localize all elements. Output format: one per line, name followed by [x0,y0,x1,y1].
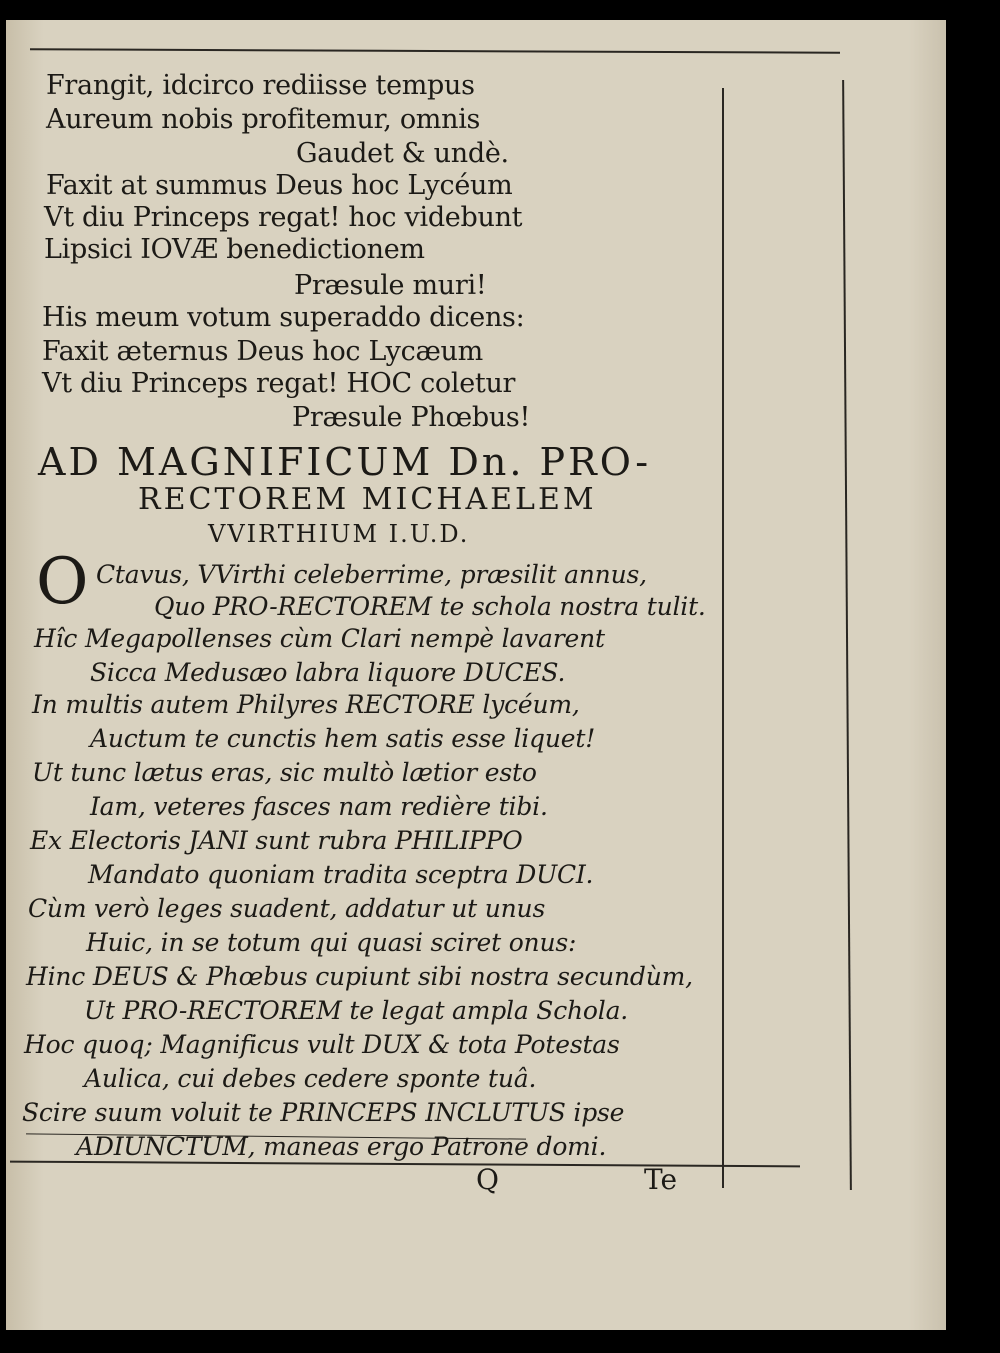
elegy-line: Ex Electoris JANI sunt rubra PHILIPPO [30,826,523,855]
poem-line: Faxit æternus Deus hoc Lycæum [42,336,483,367]
drop-capital: O [36,545,89,619]
poem-line: Præsule muri! [294,270,487,301]
outer-right-rule [842,80,852,1190]
elegy-line: Ut PRO-RECTOREM te legat ampla Schola. [84,996,629,1025]
elegy-line: Mandato quoniam tradita sceptra DUCI. [88,860,594,889]
poem-line: Lipsici IOVÆ benedictionem [44,234,425,265]
right-frame-rule [722,88,724,1188]
bottom-rule [10,1161,800,1168]
elegy-line: Huic, in se totum qui quasi sciret onus: [86,928,577,957]
poem-line: Præsule Phœbus! [292,402,531,433]
poem-line: His meum votum superaddo dicens: [42,302,525,333]
poem-line: Faxit at summus Deus hoc Lycéum [46,170,513,201]
elegy-line: Ctavus, VVirthi celeberrime, præsilit annus, [96,560,647,589]
elegy-line: ADIUNCTUM, maneas ergo Patrone domi. [76,1132,607,1161]
poem-line: Aureum nobis profitemur, omnis [46,104,481,135]
elegy-line: Sicca Medusæo labra liquore DUCES. [90,658,566,687]
elegy-line: Quo PRO-RECTOREM te schola nostra tulit. [154,592,706,621]
signature-mark: Q [476,1163,499,1196]
heading-line-1: AD MAGNIFICUM Dn. PRO- [38,440,652,484]
elegy-line: Ut tunc lætus eras, sic multò lætior esto [32,758,537,787]
poem-line: Gaudet & undè. [296,138,509,169]
elegy-line: Iam, veteres fasces nam redière tibi. [90,792,548,821]
book-page [6,20,946,1330]
elegy-line: Aulica, cui debes cedere sponte tuâ. [84,1064,537,1093]
heading-line-3: VVIRTHIUM I.U.D. [208,520,470,548]
elegy-line: In multis autem Philyres RECTORE lycéum, [32,690,580,719]
heading-line-2: RECTOREM MICHAELEM [138,482,597,517]
elegy-line: Hîc Megapollenses cùm Clari nempè lavarent [34,624,605,653]
elegy-line: Cùm verò leges suadent, addatur ut unus [28,894,546,923]
elegy-line: Hoc quoq; Magnificus vult DUX & tota Potestas [24,1030,620,1059]
elegy-line: Hinc DEUS & Phœbus cupiunt sibi nostra secundùm, [26,962,693,991]
poem-line: Frangit, idcirco rediisse tempus [46,70,475,101]
elegy-line: Auctum te cunctis hem satis esse liquet! [90,724,596,753]
poem-line: Vt diu Princeps regat! HOC coletur [42,368,516,399]
top-rule [30,48,840,54]
catchword: Te [644,1163,678,1196]
elegy-line: Scire suum voluit te PRINCEPS INCLUTUS ipse [22,1098,625,1127]
poem-line: Vt diu Princeps regat! hoc videbunt [44,202,523,233]
